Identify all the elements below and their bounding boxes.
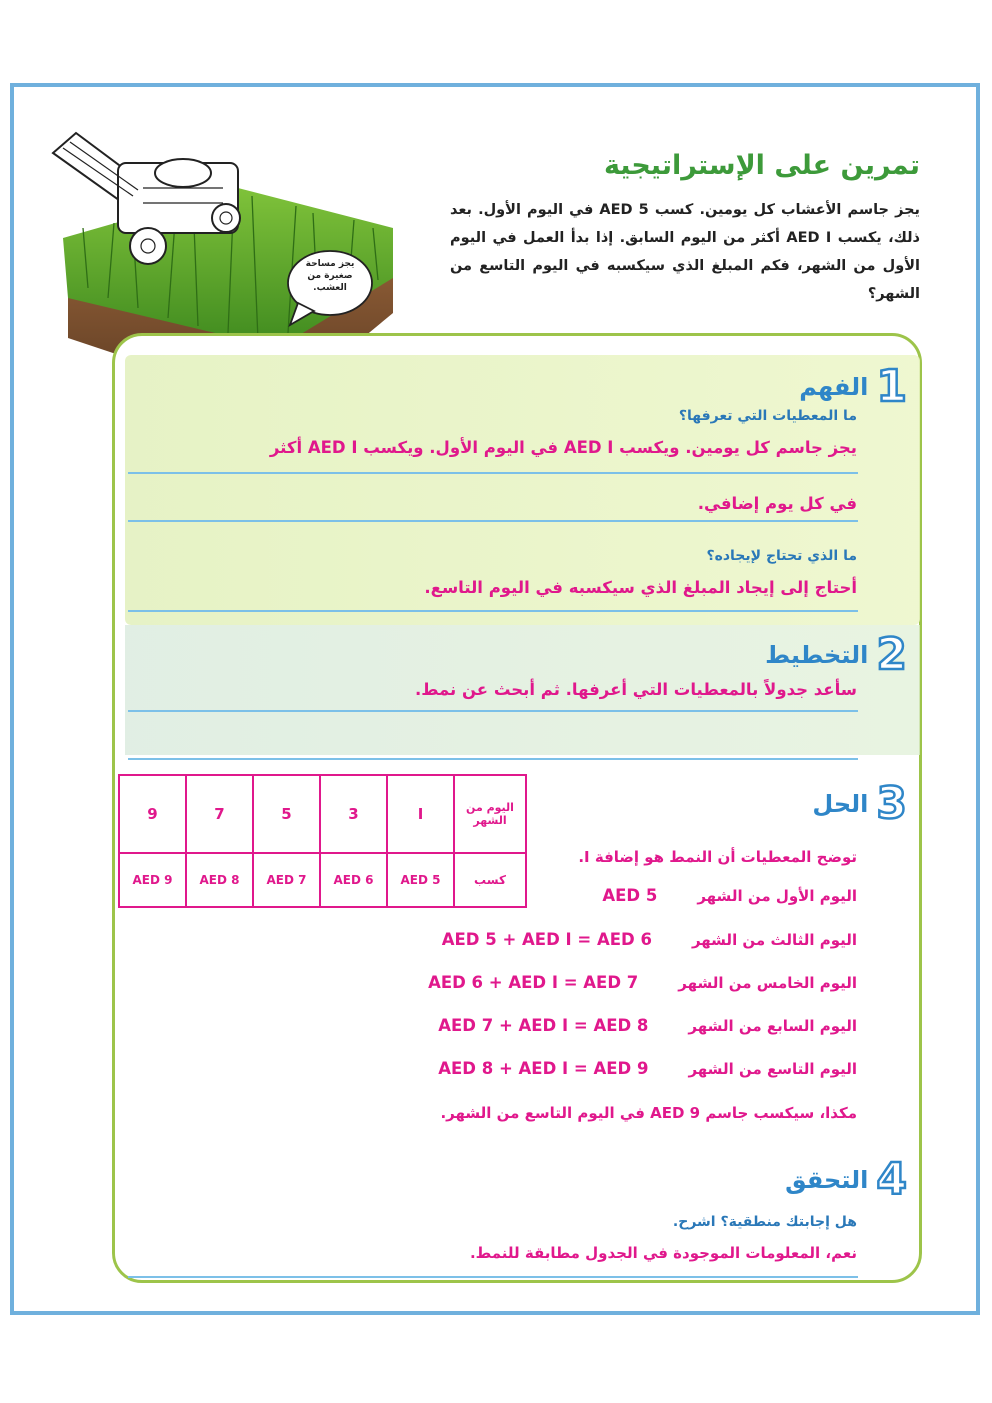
- solution-row: [438, 1016, 857, 1035]
- solution-row-equation: AED 7 + AED I = AED 8: [438, 1016, 649, 1035]
- step4-heading: [785, 1154, 907, 1205]
- step1-question2: ما الذي تحتاج لإيجاده؟: [706, 548, 857, 564]
- table-day-cell: 5: [253, 775, 320, 853]
- step3-intro: توضح المعطيات أن النمط هو إضافة I.: [578, 848, 857, 866]
- table-earned-cell: AED 8: [186, 853, 253, 907]
- table-earned-cell: AED 9: [119, 853, 186, 907]
- table-earned-cell: AED 5: [387, 853, 454, 907]
- step1-answer1-line1: يجز جاسم كل يومين. ويكسب AED I في اليوم الأول. ويكسب AED I أكثر: [269, 438, 857, 457]
- page-title: تمرين على الإستراتيجية: [603, 150, 920, 181]
- step3-conclusion: مكذا، سيكسب جاسم AED 9 في اليوم التاسع من الشهر.: [440, 1104, 857, 1122]
- solution-row-equation: AED 5 + AED I = AED 6: [441, 930, 652, 949]
- step2-number: 2: [876, 629, 907, 680]
- solution-row-label: اليوم الأول من الشهر: [697, 886, 857, 905]
- step4-answer: نعم، المعلومات الموجودة في الجدول مطابقة للنمط.: [469, 1244, 857, 1262]
- days-table: [118, 774, 527, 908]
- answer-line: [128, 710, 858, 712]
- table-day-cell: 3: [320, 775, 387, 853]
- solution-row-label: اليوم الخامس من الشهر: [678, 973, 857, 992]
- step1-question1: ما المعطيات التي تعرفها؟: [678, 408, 857, 424]
- solution-row: [602, 886, 857, 905]
- step1-title: الفهم: [799, 373, 869, 401]
- step4-question: هل إجابتك منطقية؟ اشرح.: [672, 1214, 857, 1230]
- step3-number: 3: [876, 778, 907, 829]
- answer-line: [128, 520, 858, 522]
- answer-line: [128, 472, 858, 474]
- speech-bubble-text: يجز مساحة صغيرة من العشب.: [305, 259, 355, 293]
- table-header-day: اليوم من الشهر: [454, 775, 526, 853]
- step2-heading: [765, 629, 907, 680]
- solution-row-equation: AED 6 + AED I = AED 7: [428, 973, 639, 992]
- solution-row: [438, 1059, 857, 1078]
- table-day-cell: 9: [119, 775, 186, 853]
- solution-row-label: اليوم التاسع من الشهر: [688, 1059, 857, 1078]
- table-day-cell: I: [387, 775, 454, 853]
- step1-answer1-line2: في كل يوم إضافي.: [697, 494, 857, 513]
- solution-row-label: اليوم السابع من الشهر: [688, 1016, 857, 1035]
- answer-line: [128, 610, 858, 612]
- step3-heading: [812, 778, 907, 829]
- step4-title: التحقق: [785, 1166, 869, 1194]
- table-earned-cell: AED 6: [320, 853, 387, 907]
- table-day-cell: 7: [186, 775, 253, 853]
- step1-number: 1: [876, 361, 907, 412]
- table-earned-cell: AED 7: [253, 853, 320, 907]
- solution-row: [442, 930, 857, 949]
- step2-answer: سأعد جدولاً بالمعطيات التي أعرفها. ثم أبحث عن نمط.: [415, 680, 857, 699]
- solution-row-equation: AED 5: [602, 886, 658, 905]
- problem-statement: يجز جاسم الأعشاب كل يومين. كسب AED 5 في اليوم الأول. بعد ذلك، يكسب AED I أكثر من اليوم السابق. إذا بدأ العمل في اليوم الأول من الشهر، فكم المبلغ الذي سيكسبه في اليوم التاسع من الشهر؟: [450, 202, 920, 302]
- solution-row-equation: AED 8 + AED I = AED 9: [438, 1059, 649, 1078]
- table-header-earned: كسب: [454, 853, 526, 907]
- step3-title: الحل: [812, 790, 869, 818]
- step1-heading: [799, 361, 907, 412]
- solution-row: [428, 973, 857, 992]
- solution-row-label: اليوم الثالث من الشهر: [691, 930, 857, 949]
- step1-answer2: أحتاج إلى إيجاد المبلغ الذي سيكسبه في اليوم التاسع.: [424, 578, 857, 597]
- answer-line: [128, 1276, 858, 1278]
- step4-number: 4: [876, 1154, 907, 1205]
- step2-title: التخطيط: [765, 641, 869, 669]
- answer-line: [128, 758, 858, 760]
